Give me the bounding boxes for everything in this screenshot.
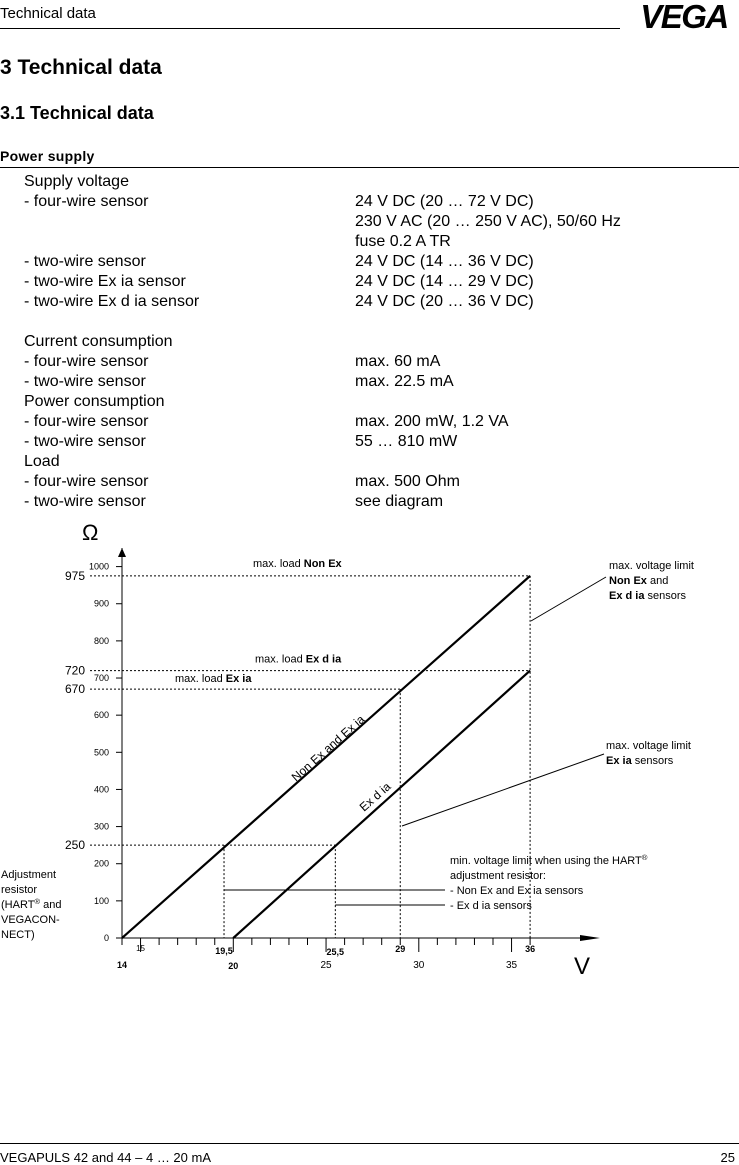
x-mark-label: 29 [395, 944, 406, 954]
y-tick-label: 300 [93, 821, 109, 832]
y-axis-arrow [118, 548, 126, 557]
x-mark-label: 14 [116, 960, 128, 970]
y-axis-label-ohm: Ω [82, 520, 99, 545]
y-tick-label: 1000 [88, 561, 109, 572]
minlimit-line4: - Ex d ia sensors [450, 900, 532, 912]
spec-value: 24 V DC (14 … 36 V DC) [355, 253, 534, 270]
x-tick-label: 35 [505, 960, 518, 971]
x-mark-label: 36 [525, 944, 536, 954]
header-rule [0, 28, 620, 29]
spec-value: max. 200 mW, 1.2 VA [355, 413, 509, 430]
spec-row [24, 252, 534, 272]
x-tick-label: 30 [413, 960, 425, 971]
spec-row [24, 352, 441, 372]
section-heading: 3.1 Technical data [0, 103, 154, 123]
max-load-exdia-label: max. load Ex d ia [255, 653, 342, 666]
x-mark-label: 19,5 [215, 946, 233, 956]
series-label-exdia: Ex d ia [356, 779, 394, 815]
x-mark-label: 20 [228, 961, 239, 971]
y-mark-label: 250 [64, 838, 85, 853]
vlimit-exia-line2: Ex ia sensors [606, 755, 674, 767]
spec-label: - two-wire Ex ia sensor [24, 273, 186, 290]
footer-product: VEGAPULS 42 and 44 – 4 … 20 mA [0, 1150, 212, 1165]
spec-row [24, 332, 173, 352]
footer-rule [0, 1143, 739, 1144]
spec-label: Power consumption [24, 393, 165, 410]
y-tick-label: 200 [93, 858, 109, 869]
y-mark-label: 670 [64, 682, 85, 697]
spec-row [24, 472, 460, 492]
spec-label: - two-wire sensor [24, 373, 146, 390]
resistor-line5: NECT) [1, 929, 35, 941]
y-mark-label: 720 [64, 663, 85, 678]
running-header: Technical data [0, 5, 96, 22]
spec-row [24, 192, 534, 212]
spec-row [24, 392, 165, 412]
vlimit-nonex-leader [531, 577, 606, 621]
spec-label: - two-wire sensor [24, 253, 146, 270]
y-tick-label: 600 [93, 710, 109, 721]
spec-value: 55 … 810 mW [355, 433, 458, 450]
spec-value: max. 500 Ohm [355, 473, 460, 490]
chapter-heading: 3 Technical data [0, 56, 162, 79]
y-tick-label: 800 [93, 635, 109, 646]
spec-label: - four-wire sensor [24, 353, 149, 370]
minlimit-line2: adjustment resistor: [450, 870, 546, 882]
spec-row [24, 492, 444, 512]
spec-label: Supply voltage [24, 173, 129, 190]
x-axis-label-volt: V [574, 953, 591, 980]
resistor-line4: VEGACON- [1, 914, 60, 926]
spec-label: - four-wire sensor [24, 413, 149, 430]
y-tick-label: 900 [93, 598, 109, 609]
subsection-rule [0, 167, 739, 168]
spec-value: 24 V DC (20 … 72 V DC) [355, 193, 534, 210]
spec-value: 24 V DC (20 … 36 V DC) [355, 293, 534, 310]
vega-logo [630, 2, 738, 30]
spec-label: - four-wire sensor [24, 473, 149, 490]
x-axis-arrow [580, 935, 600, 941]
vlimit-nonex-line2: Non Ex and [609, 575, 669, 587]
x-tick-label-minor: 15 [136, 944, 146, 953]
spec-label: Current consumption [24, 333, 173, 350]
x-mark-label: 25,5 [326, 947, 345, 957]
y-tick-label: 0 [103, 933, 109, 943]
spec-label: - two-wire Ex d ia sensor [24, 293, 200, 310]
y-tick-label: 400 [93, 784, 109, 795]
spec-row [24, 412, 509, 432]
vlimit-nonex-line3: Ex d ia sensors [609, 590, 687, 602]
spec-label: - two-wire sensor [24, 493, 146, 510]
spec-label: Load [24, 453, 60, 470]
subsection-heading: Power supply [0, 148, 95, 164]
page-number: 25 [720, 1150, 735, 1165]
series-label-nonex-exia: Non Ex and Ex ia [288, 712, 368, 785]
vlimit-exia-line1: max. voltage limit [606, 740, 691, 752]
spec-row [24, 452, 60, 472]
spec-row [24, 272, 534, 292]
spec-value: 230 V AC (20 … 250 V AC), 50/60 Hz [355, 213, 621, 230]
vlimit-exia-leader [402, 754, 604, 826]
resistor-line2: resistor [1, 884, 38, 896]
spec-row [24, 372, 454, 392]
resistor-line3: (HART® and [1, 896, 62, 911]
svg-text:VEGA: VEGA [640, 2, 728, 30]
y-tick-label: 100 [93, 895, 109, 906]
spec-row [24, 292, 534, 312]
minlimit-line1: min. voltage limit when using the HART® [450, 852, 648, 867]
vlimit-nonex-line1: max. voltage limit [609, 560, 694, 572]
load-diagram [0, 510, 739, 980]
series-line-exdia [233, 671, 530, 938]
spec-label: - two-wire sensor [24, 433, 146, 450]
y-tick-label: 700 [93, 673, 109, 684]
max-load-nonex-label: max. load Non Ex [253, 557, 342, 570]
spec-label: - four-wire sensor [24, 193, 149, 210]
spec-value: 24 V DC (14 … 29 V DC) [355, 273, 534, 290]
spec-value: fuse 0.2 A TR [355, 233, 451, 250]
max-load-exia-label: max. load Ex ia [175, 673, 252, 686]
spec-value: see diagram [355, 493, 444, 510]
x-tick-label: 25 [320, 960, 332, 971]
y-mark-label: 975 [64, 568, 85, 583]
minlimit-line3: - Non Ex and Ex ia sensors [450, 885, 584, 897]
spec-value: max. 22.5 mA [355, 373, 454, 390]
resistor-line1: Adjustment [1, 869, 57, 881]
y-tick-label: 500 [93, 747, 109, 758]
spec-row [24, 172, 129, 192]
spec-row [24, 432, 458, 452]
spec-value: max. 60 mA [355, 353, 441, 370]
